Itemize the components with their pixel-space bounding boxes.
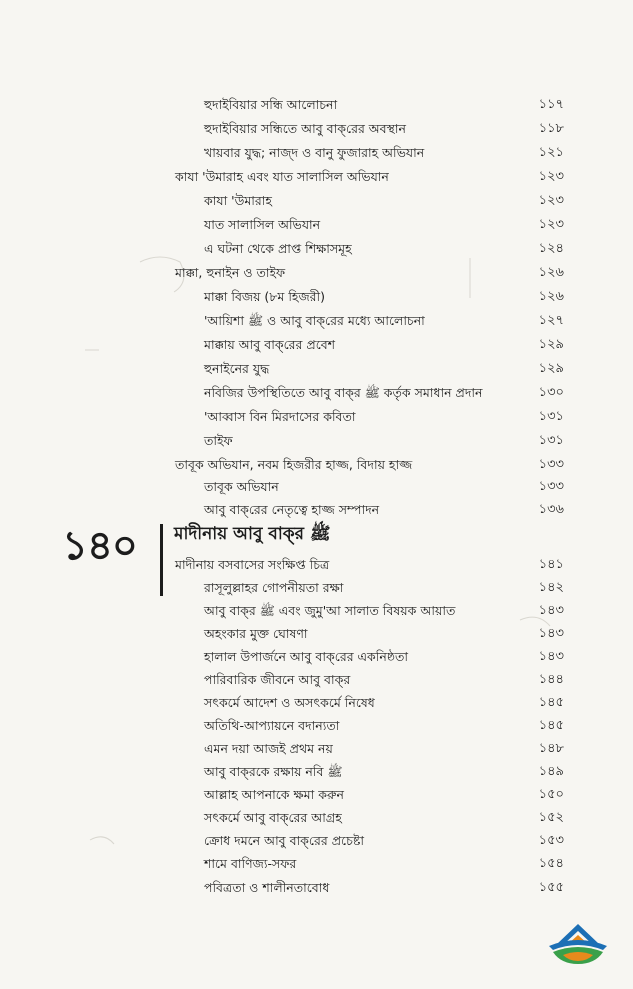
toc-entry-title: হালাল উপার্জনে আবু বাক্‌রের একনিষ্ঠতা: [204, 649, 408, 664]
chapter-title: মাদীনায় আবু বাক্‌র ﷺ: [174, 524, 331, 544]
toc-entry-page: ১২৩: [538, 193, 564, 208]
toc-entry-page: ১৩৬: [538, 502, 564, 517]
toc-entry-page: ১৩০: [538, 385, 564, 400]
toc-entry-title: এমন দয়া আজই প্রথম নয়: [204, 741, 333, 756]
chapter-divider: [160, 524, 163, 596]
toc-entry-page: ১২৭: [538, 313, 564, 328]
toc-entry-page: ১২১: [538, 145, 564, 160]
toc-entry-page: ১৩১: [538, 433, 564, 448]
toc-entry-page: ১৫৪: [538, 856, 564, 871]
toc-entry-title: খায়বার যুদ্ধ; নাজ্‌দ ও বানু ফুজারাহ অভিযান: [204, 145, 425, 160]
toc-entry-title: পারিবারিক জীবনে আবু বাক্‌র: [204, 672, 351, 687]
toc-entry-title: আবু বাক্‌রকে রক্ষায় নবি ﷺ: [204, 764, 343, 779]
toc-entry-title: নবিজির উপস্থিতিতে আবু বাক্‌র ﷺ কর্তৃক সমাধান প্রদান: [204, 385, 483, 400]
toc-entry-page: ১৪৫: [538, 695, 564, 710]
toc-entry-title: মাক্কা বিজয় (৮ম হিজরী): [204, 289, 325, 304]
toc-entry-title: যাত সালাসিল অভিযান: [204, 217, 321, 232]
chapter-number: ১৪০: [62, 523, 137, 569]
toc-entry-page: ১২৯: [538, 337, 564, 352]
toc-entry-page: ১২৬: [538, 265, 564, 280]
toc-entry-title: অহংকার মুক্ত ঘোষণা: [204, 626, 308, 641]
toc-entry-page: ১৪৫: [538, 718, 564, 733]
toc-entry-title: হুদাইবিয়ার সন্ধি আলোচনা: [204, 97, 338, 112]
toc-entry-title: 'আয়িশা ﷺ ও আবু বাক্‌রের মধ্যে আলোচনা: [204, 313, 425, 328]
toc-entry-page: ১৫৩: [538, 833, 564, 848]
toc-entry-page: ১৪৩: [538, 603, 564, 618]
toc-entry-page: ১৫০: [538, 787, 564, 802]
toc-entry-page: ১৪১: [538, 557, 564, 572]
toc-entry-page: ১৪৩: [538, 649, 564, 664]
toc-entry-title: এ ঘটনা থেকে প্রাপ্ত শিক্ষাসমূহ: [204, 241, 352, 256]
toc-entry-page: ১২৪: [538, 241, 564, 256]
toc-entry-title: আবু বাক্‌রের নেতৃত্বে হাজ্জ সম্পাদন: [204, 502, 380, 517]
toc-entry-page: ১২৩: [538, 217, 564, 232]
toc-entry-title: হুনাইনের যুদ্ধ: [204, 361, 270, 376]
toc-entry-page: ১৪৩: [538, 626, 564, 641]
toc-entry-title: কাযা 'উমারাহ: [204, 193, 272, 208]
toc-entry-page: ১৪২: [538, 580, 564, 595]
toc-entry-page: ১৩১: [538, 409, 564, 424]
toc-section-title: তাবূক অভিযান, নবম হিজরীর হাজ্জ, বিদায় হাজ্জ: [175, 457, 413, 472]
toc-entry-page: ১৪৪: [538, 672, 564, 687]
toc-entry-title: তাইফ: [204, 433, 233, 448]
toc-entry-page: ১৪৯: [538, 764, 564, 779]
toc-entry-title: তাবূক অভিযান: [204, 479, 279, 494]
toc-entry-page: ১২৬: [538, 289, 564, 304]
toc-entry-page: ১১৭: [538, 97, 564, 112]
toc-entry-page: ১৩৩: [538, 479, 564, 494]
publisher-logo-icon: [545, 922, 611, 966]
toc-entry-title: ক্রোধ দমনে আবু বাক্‌রের প্রচেষ্টা: [204, 833, 364, 848]
toc-section-title: মাদীনায় বসবাসের সংক্ষিপ্ত চিত্র: [175, 557, 330, 572]
toc-entry-title: সৎকর্মে আদেশ ও অসৎকর্মে নিষেধ: [204, 695, 375, 710]
toc-entry-page: ১৫৫: [538, 880, 564, 895]
toc-entry-page: ১২৩: [538, 169, 564, 184]
toc-entry-title: 'আব্বাস বিন মিরদাসের কবিতা: [204, 409, 356, 424]
toc-entry-page: ১১৮: [538, 121, 564, 136]
toc-section-title: কাযা 'উমারাহ এবং যাত সালাসিল অভিযান: [175, 169, 389, 184]
toc-entry-page: ১২৯: [538, 361, 564, 376]
toc-entry-title: পবিত্রতা ও শালীনতাবোধ: [204, 880, 330, 895]
toc-entry-title: আবু বাক্‌র ﷺ এবং জুমু'আ সালাত বিষয়ক আয়াত: [204, 603, 456, 618]
toc-entry-title: মাক্কায় আবু বাক্‌রের প্রবেশ: [204, 337, 336, 352]
toc-entry-title: সৎকর্মে আবু বাক্‌রের আগ্রহ: [204, 810, 342, 825]
toc-section-title: মাক্কা, হুনাইন ও তাইফ: [175, 265, 286, 280]
toc-entry-title: হুদাইবিয়ার সন্ধিতে আবু বাক্‌রের অবস্থান: [204, 121, 406, 136]
toc-entry-page: ১৫২: [538, 810, 564, 825]
toc-entry-page: ১৪৮: [538, 741, 564, 756]
toc-entry-page: ১৩৩: [538, 457, 564, 472]
toc-entry-title: অতিথি-আপ্যায়নে বদান্যতা: [204, 718, 340, 733]
toc-entry-title: রাসূলুল্লাহর গোপনীয়তা রক্ষা: [204, 580, 344, 595]
toc-entry-title: শামে বাণিজ্য-সফর: [204, 856, 297, 871]
toc-entry-title: আল্লাহ আপনাকে ক্ষমা করুন: [204, 787, 344, 802]
